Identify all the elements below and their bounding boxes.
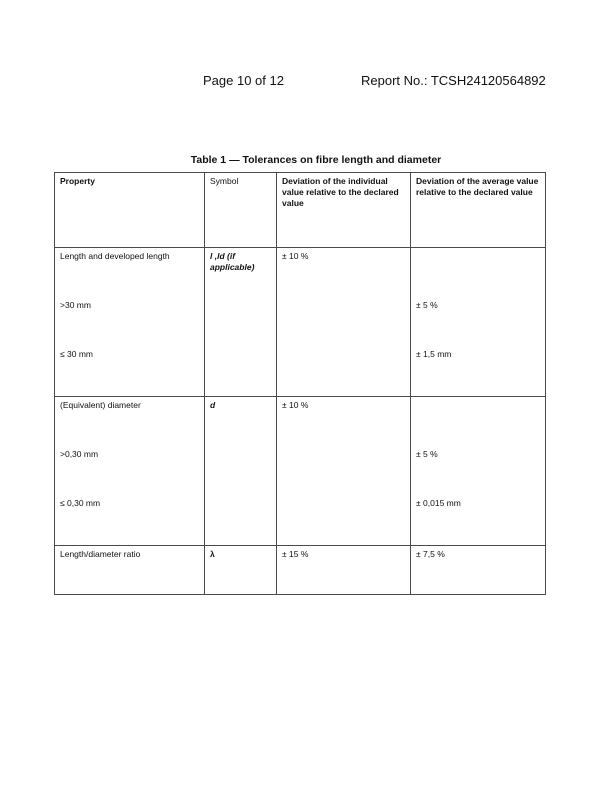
column-header-average-deviation: Deviation of the average value relative to the declared value (411, 173, 546, 248)
average-deviation-cell (411, 248, 546, 397)
property-label: Length and developed length (60, 251, 170, 261)
page-header (0, 73, 600, 89)
table-title: Table 1 — Tolerances on fibre length and diameter (190, 154, 442, 166)
property-sub-range: ≤ 30 mm (60, 349, 94, 359)
column-header-individual-deviation: Deviation of the individual value relative to the declared value (277, 173, 411, 248)
average-deviation-cell (411, 397, 546, 546)
average-deviation-cell: ± 7,5 % (411, 546, 546, 595)
property-label: (Equivalent) diameter (60, 400, 141, 410)
average-deviation-value: ± 1,5 mm (416, 349, 452, 359)
property-cell: Length/diameter ratio (55, 546, 205, 595)
property-sub-range: >30 mm (60, 300, 91, 310)
symbol-cell: λ (205, 546, 277, 595)
property-sub-range: ≤ 0,30 mm (60, 498, 101, 508)
table-row-length (55, 248, 546, 397)
property-cell (55, 248, 205, 397)
property-sub-range: >0,30 mm (60, 449, 99, 459)
tolerance-table (54, 172, 546, 595)
individual-deviation-cell: ± 10 % (277, 397, 411, 546)
average-deviation-value: ± 5 % (416, 300, 438, 310)
table-header-row (55, 173, 546, 248)
symbol-cell: d (205, 397, 277, 546)
individual-deviation-cell: ± 15 % (277, 546, 411, 595)
table-row-ratio (55, 546, 546, 595)
column-header-property: Property (55, 173, 205, 248)
page-number: Page 10 of 12 (203, 73, 284, 88)
symbol-cell: l ,ld (if applicable) (205, 248, 277, 397)
average-deviation-value: ± 5 % (416, 449, 438, 459)
average-deviation-value: ± 0,015 mm (416, 498, 461, 508)
report-number: Report No.: TCSH24120564892 (361, 73, 546, 88)
property-cell (55, 397, 205, 546)
table-row-diameter (55, 397, 546, 546)
column-header-symbol: Symbol (205, 173, 277, 248)
individual-deviation-cell: ± 10 % (277, 248, 411, 397)
